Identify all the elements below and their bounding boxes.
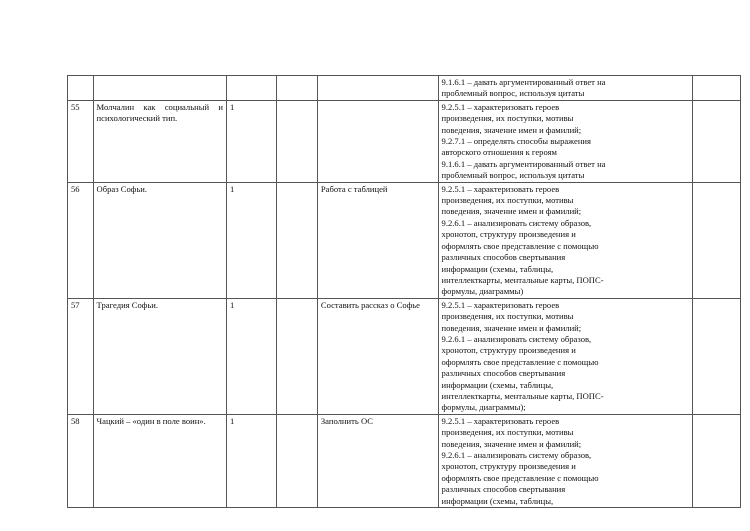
goal-line: 9.2.5.1 – характеризовать героев (441, 183, 560, 194)
lesson-date (276, 100, 317, 182)
goal-line: 9.2.7.1 – определять способы выражения (441, 136, 591, 147)
lesson-hours (227, 76, 277, 101)
goal-line: хронотоп, структуру произведения и (441, 229, 576, 240)
table-row (68, 298, 741, 414)
lesson-work (317, 76, 438, 101)
table-row (68, 414, 741, 507)
lesson-goals (438, 100, 692, 182)
lesson-number (68, 76, 94, 101)
lesson-topic: Образ Софьи. (93, 182, 226, 298)
goal-line: информации (схемы, таблицы, (441, 495, 554, 506)
goal-line: 9.1.6.1 – давать аргументированный ответ на (441, 77, 606, 87)
goal-line: 9.2.6.1 – анализировать систему образов, (441, 450, 592, 460)
lesson-date (276, 298, 317, 414)
goal-line: оформлять свое представление с помощью (441, 472, 599, 483)
table-row (68, 100, 741, 182)
lesson-work (317, 100, 438, 182)
lesson-hours: 1 (227, 414, 277, 507)
lesson-goals (438, 414, 692, 507)
lesson-topic: Молчалин как социальный и психологический тип. (93, 100, 226, 182)
goal-line: 9.2.6.1 – анализировать систему образов, (441, 217, 592, 228)
goal-line: проблемный вопрос, используя цитаты (441, 170, 585, 181)
lesson-number: 58 (68, 414, 94, 507)
lesson-date (276, 182, 317, 298)
goal-line: поведения, значение имен и фамилий; (441, 438, 582, 449)
goal-line: произведения, их поступки, мотивы (441, 311, 574, 322)
lesson-work: Работа с таблицей (317, 182, 438, 298)
lesson-topic (93, 76, 226, 101)
lesson-number: 56 (68, 182, 94, 298)
goal-line: различных способов свертывания (441, 252, 566, 263)
goal-line: авторского отношения к героям (441, 147, 557, 158)
goal-line: интеллекткарты, ментальные карты, ПОПС- (441, 274, 604, 285)
goal-line: 9.2.5.1 – характеризовать героев (441, 299, 560, 310)
lesson-work: Заполнить ОС (317, 414, 438, 507)
goal-line: 9.1.6.1 – давать аргументированный ответ на (441, 158, 606, 169)
lesson-goals (438, 76, 692, 101)
lesson-topic: Чацкий – «один в поле воин». (93, 414, 226, 507)
goal-line: поведения, значение имен и фамилий; (441, 322, 582, 333)
lesson-note (692, 414, 740, 507)
goal-line: различных способов свертывания (441, 368, 566, 379)
lesson-date (276, 76, 317, 101)
table-row (68, 76, 741, 101)
goal-line: произведения, их поступки, мотивы (441, 113, 574, 124)
lesson-date (276, 414, 317, 507)
lesson-goals (438, 298, 692, 414)
goal-line: произведения, их поступки, мотивы (441, 195, 574, 206)
goal-line: проблемный вопрос, используя цитаты (441, 88, 585, 99)
lesson-goals (438, 182, 692, 298)
goal-line: 9.2.5.1 – характеризовать героев (441, 415, 560, 426)
goal-line: хронотоп, структуру произведения и (441, 461, 576, 472)
goal-line: формулы, диаграммы) (441, 286, 524, 297)
lesson-hours: 1 (227, 298, 277, 414)
goal-line: информации (схемы, таблицы, (441, 263, 554, 274)
lesson-note (692, 298, 740, 414)
table-row (68, 182, 741, 298)
lesson-note (692, 76, 740, 101)
goal-line: поведения, значение имен и фамилий; (441, 124, 582, 135)
goal-line: произведения, их поступки, мотивы (441, 427, 574, 438)
lesson-number: 55 (68, 100, 94, 182)
goal-line: интеллекткарты, ментальные карты, ПОПС- (441, 390, 604, 401)
goal-line: оформлять свое представление с помощью (441, 240, 599, 251)
lesson-topic: Трагедия Софьи. (93, 298, 226, 414)
goal-line: формулы, диаграммы); (441, 402, 526, 413)
lesson-hours: 1 (227, 100, 277, 182)
goal-line: хронотоп, структуру произведения и (441, 345, 576, 356)
lesson-note (692, 100, 740, 182)
lesson-number: 57 (68, 298, 94, 414)
goal-line: оформлять свое представление с помощью (441, 356, 599, 367)
goal-line: 9.2.6.1 – анализировать систему образов, (441, 333, 592, 344)
goal-line: различных способов свертывания (441, 484, 566, 495)
lesson-plan-table (67, 75, 741, 508)
goal-line: поведения, значение имен и фамилий; (441, 206, 582, 217)
lesson-note (692, 182, 740, 298)
goal-line: информации (схемы, таблицы, (441, 379, 554, 390)
lesson-hours: 1 (227, 182, 277, 298)
goal-line: 9.2.5.1 – характеризовать героев (441, 101, 560, 112)
lesson-work: Составить рассказ о Софье (317, 298, 438, 414)
